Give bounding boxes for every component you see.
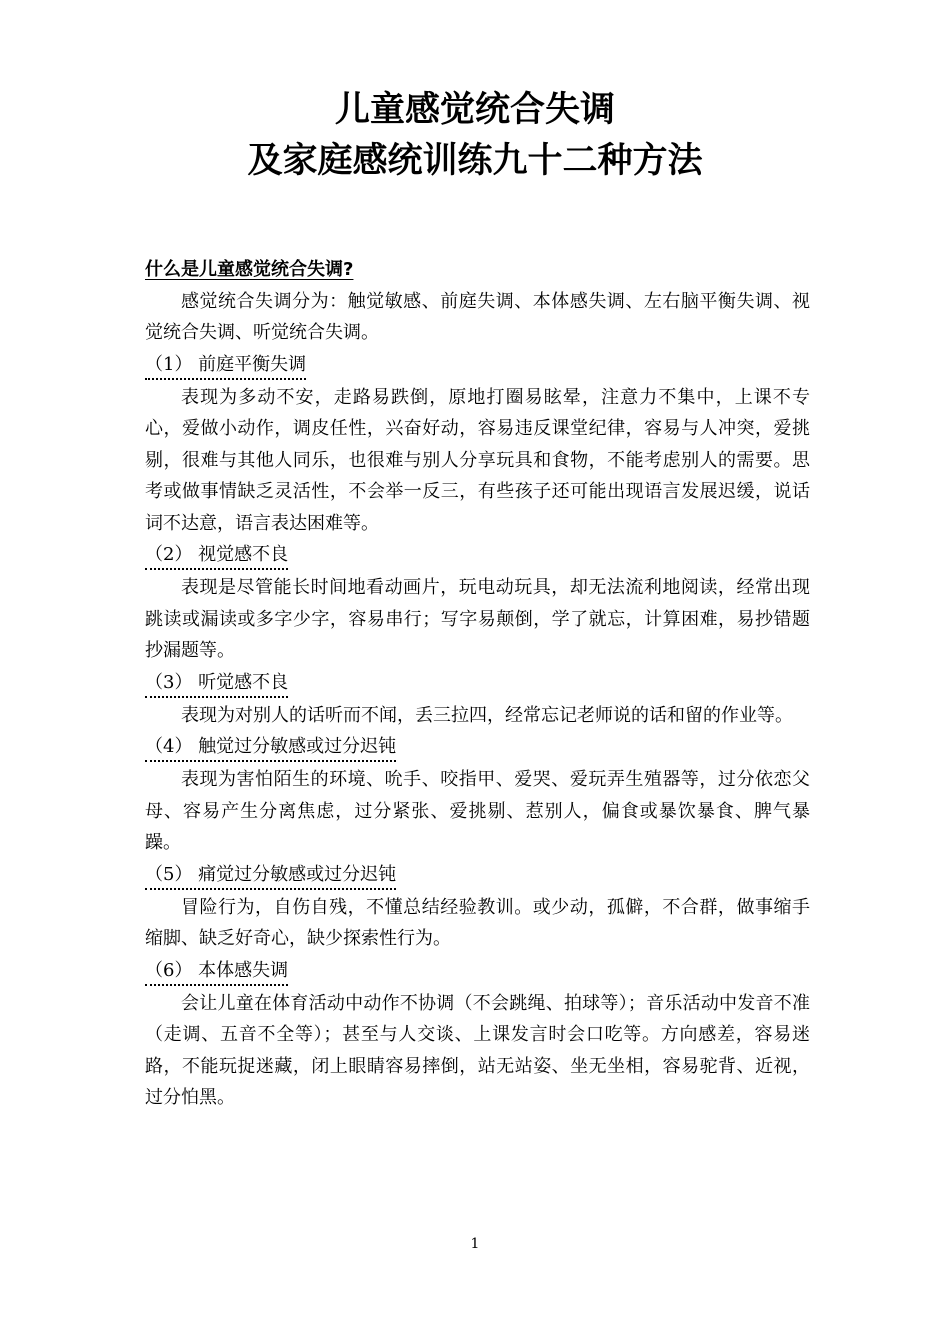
item-heading-4: （4） 触觉过分敏感或过分迟钝 (145, 733, 396, 762)
title-line-1: 儿童感觉统合失调 (334, 90, 615, 130)
item-text-1: 表现为多动不安，走路易跌倒，原地打圈易眩晕，注意力不集中，上课不专心，爱做小动作，调皮任性，兴奋好动，容易违反课堂纪律，容易与人冲突，爱挑剔，很难与其他人同乐，也很难与别人分享玩具和食物，不能考虑别人的需要。思考或做事情缺乏灵活性，不会举一反三，有些孩子还可能出现语言发展迟缓，说话词不达意，语言表达困难等。 (145, 386, 810, 534)
item-text-6: 会让儿童在体育活动中动作不协调（不会跳绳、拍球等）；音乐活动中发音不准（走调、五音不全等）；甚至与人交谈、上课发言时会口吃等。方向感差，容易迷路，不能玩捉迷藏，闭上眼睛容易摔倒，站无站姿、坐无坐相，容易驼背、近视，过分怕黑。 (145, 992, 810, 1108)
item-text-3: 表现为对别人的话听而不闻，丢三拉四，经常忘记老师说的话和留的作业等。 (181, 704, 793, 726)
section-heading: 什么是儿童感觉统合失调? (145, 259, 354, 280)
item-text-5: 冒险行为，自伤自残，不懂总结经验教训。或少动，孤僻，不合群，做事缩手缩脚、缺乏好奇心，缺少探索性行为。 (145, 896, 810, 949)
item-heading-5: （5） 痛觉过分敏感或过分迟钝 (145, 861, 396, 890)
item-heading-2: （2） 视觉感不良 (145, 541, 288, 570)
document-body (145, 254, 810, 1114)
item-heading-6: （6） 本体感失调 (145, 957, 288, 986)
title-line-2: 及家庭感统训练九十二种方法 (247, 141, 703, 181)
item-heading-1: （1） 前庭平衡失调 (145, 351, 306, 380)
item-heading-3: （3） 听觉感不良 (145, 669, 288, 698)
page-number: 1 (470, 1236, 480, 1252)
item-text-2: 表现是尽管能长时间地看动画片，玩电动玩具，却无法流利地阅读，经常出现跳读或漏读或多字少字，容易串行；写字易颠倒，学了就忘，计算困难，易抄错题抄漏题等。 (145, 577, 810, 661)
intro-paragraph: 感觉统合失调分为：触觉敏感、前庭失调、本体感失调、左右脑平衡失调、视觉统合失调、听觉统合失调。 (145, 290, 810, 343)
item-text-4: 表现为害怕陌生的环境、吮手、咬指甲、爱哭、爱玩弄生殖器等，过分依恋父母、容易产生分离焦虑，过分紧张、爱挑剔、惹别人，偏食或暴饮暴食、脾气暴躁。 (145, 769, 810, 853)
